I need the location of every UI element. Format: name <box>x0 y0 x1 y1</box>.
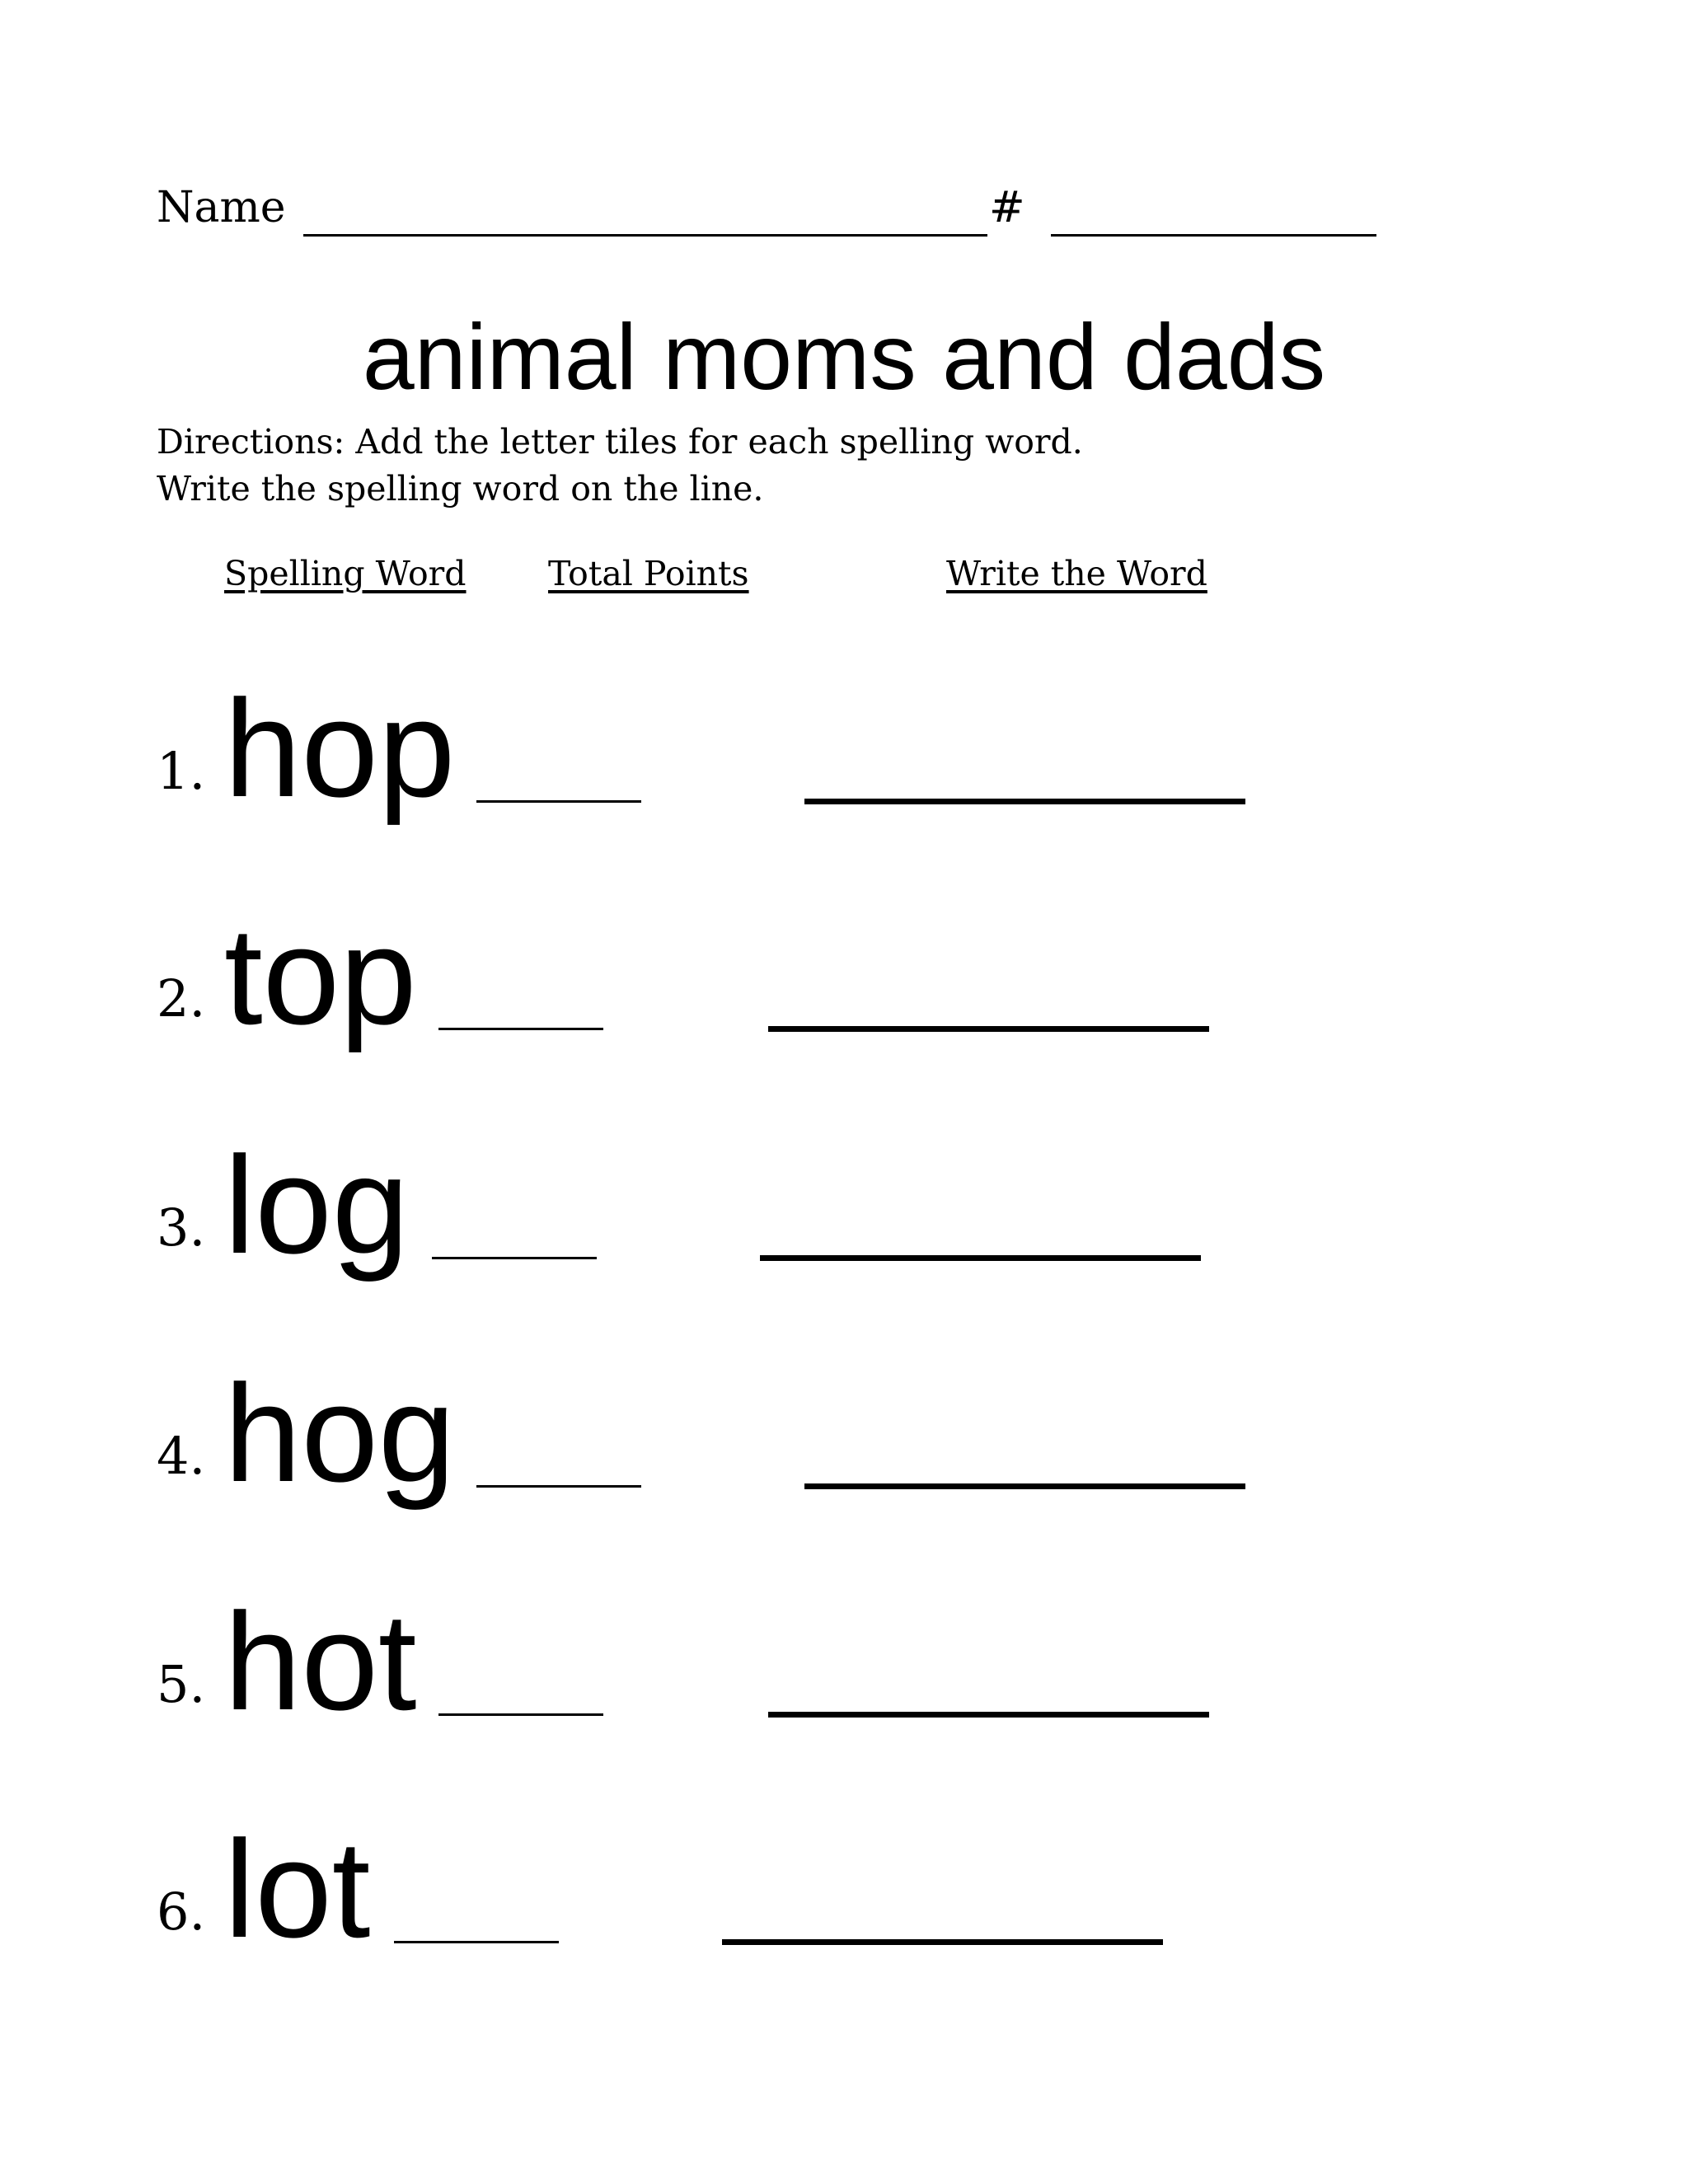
item-number: 1. <box>157 741 206 801</box>
write-word-line[interactable] <box>804 799 1245 804</box>
directions-line-2: Write the spelling word on the line. <box>157 469 764 509</box>
spelling-word: log <box>224 1127 410 1282</box>
name-field-line[interactable] <box>303 234 987 237</box>
number-label: # <box>989 183 1025 232</box>
total-points-line[interactable] <box>476 1485 641 1488</box>
item-number: 5. <box>157 1654 206 1714</box>
item-number: 2. <box>157 968 206 1029</box>
column-header-write-the-word: Write the Word <box>946 554 1207 593</box>
item-number: 6. <box>157 1882 206 1942</box>
worksheet-title: animal moms and dads <box>362 305 1326 409</box>
spelling-word: hot <box>224 1584 417 1739</box>
total-points-line[interactable] <box>438 1028 603 1030</box>
directions-line-1: Directions: Add the letter tiles for each spelling word. <box>157 422 1083 462</box>
item-number: 4. <box>157 1426 206 1486</box>
total-points-line[interactable] <box>476 800 641 803</box>
number-field-line[interactable] <box>1051 234 1376 237</box>
spelling-word: hog <box>224 1356 456 1511</box>
spelling-word: lot <box>224 1811 371 1966</box>
total-points-line[interactable] <box>394 1941 559 1943</box>
write-word-line[interactable] <box>768 1026 1209 1032</box>
write-word-line[interactable] <box>768 1712 1209 1718</box>
name-label: Name <box>157 183 286 232</box>
spelling-word: hop <box>224 671 456 826</box>
item-number: 3. <box>157 1197 206 1258</box>
spelling-word: top <box>224 898 417 1053</box>
directions <box>157 419 1083 513</box>
column-header-spelling-word: Spelling Word <box>224 554 467 593</box>
total-points-line[interactable] <box>432 1257 597 1259</box>
column-header-total-points: Total Points <box>548 554 749 593</box>
write-word-line[interactable] <box>760 1255 1201 1261</box>
write-word-line[interactable] <box>722 1939 1163 1945</box>
total-points-line[interactable] <box>438 1713 603 1716</box>
write-word-line[interactable] <box>804 1483 1245 1489</box>
